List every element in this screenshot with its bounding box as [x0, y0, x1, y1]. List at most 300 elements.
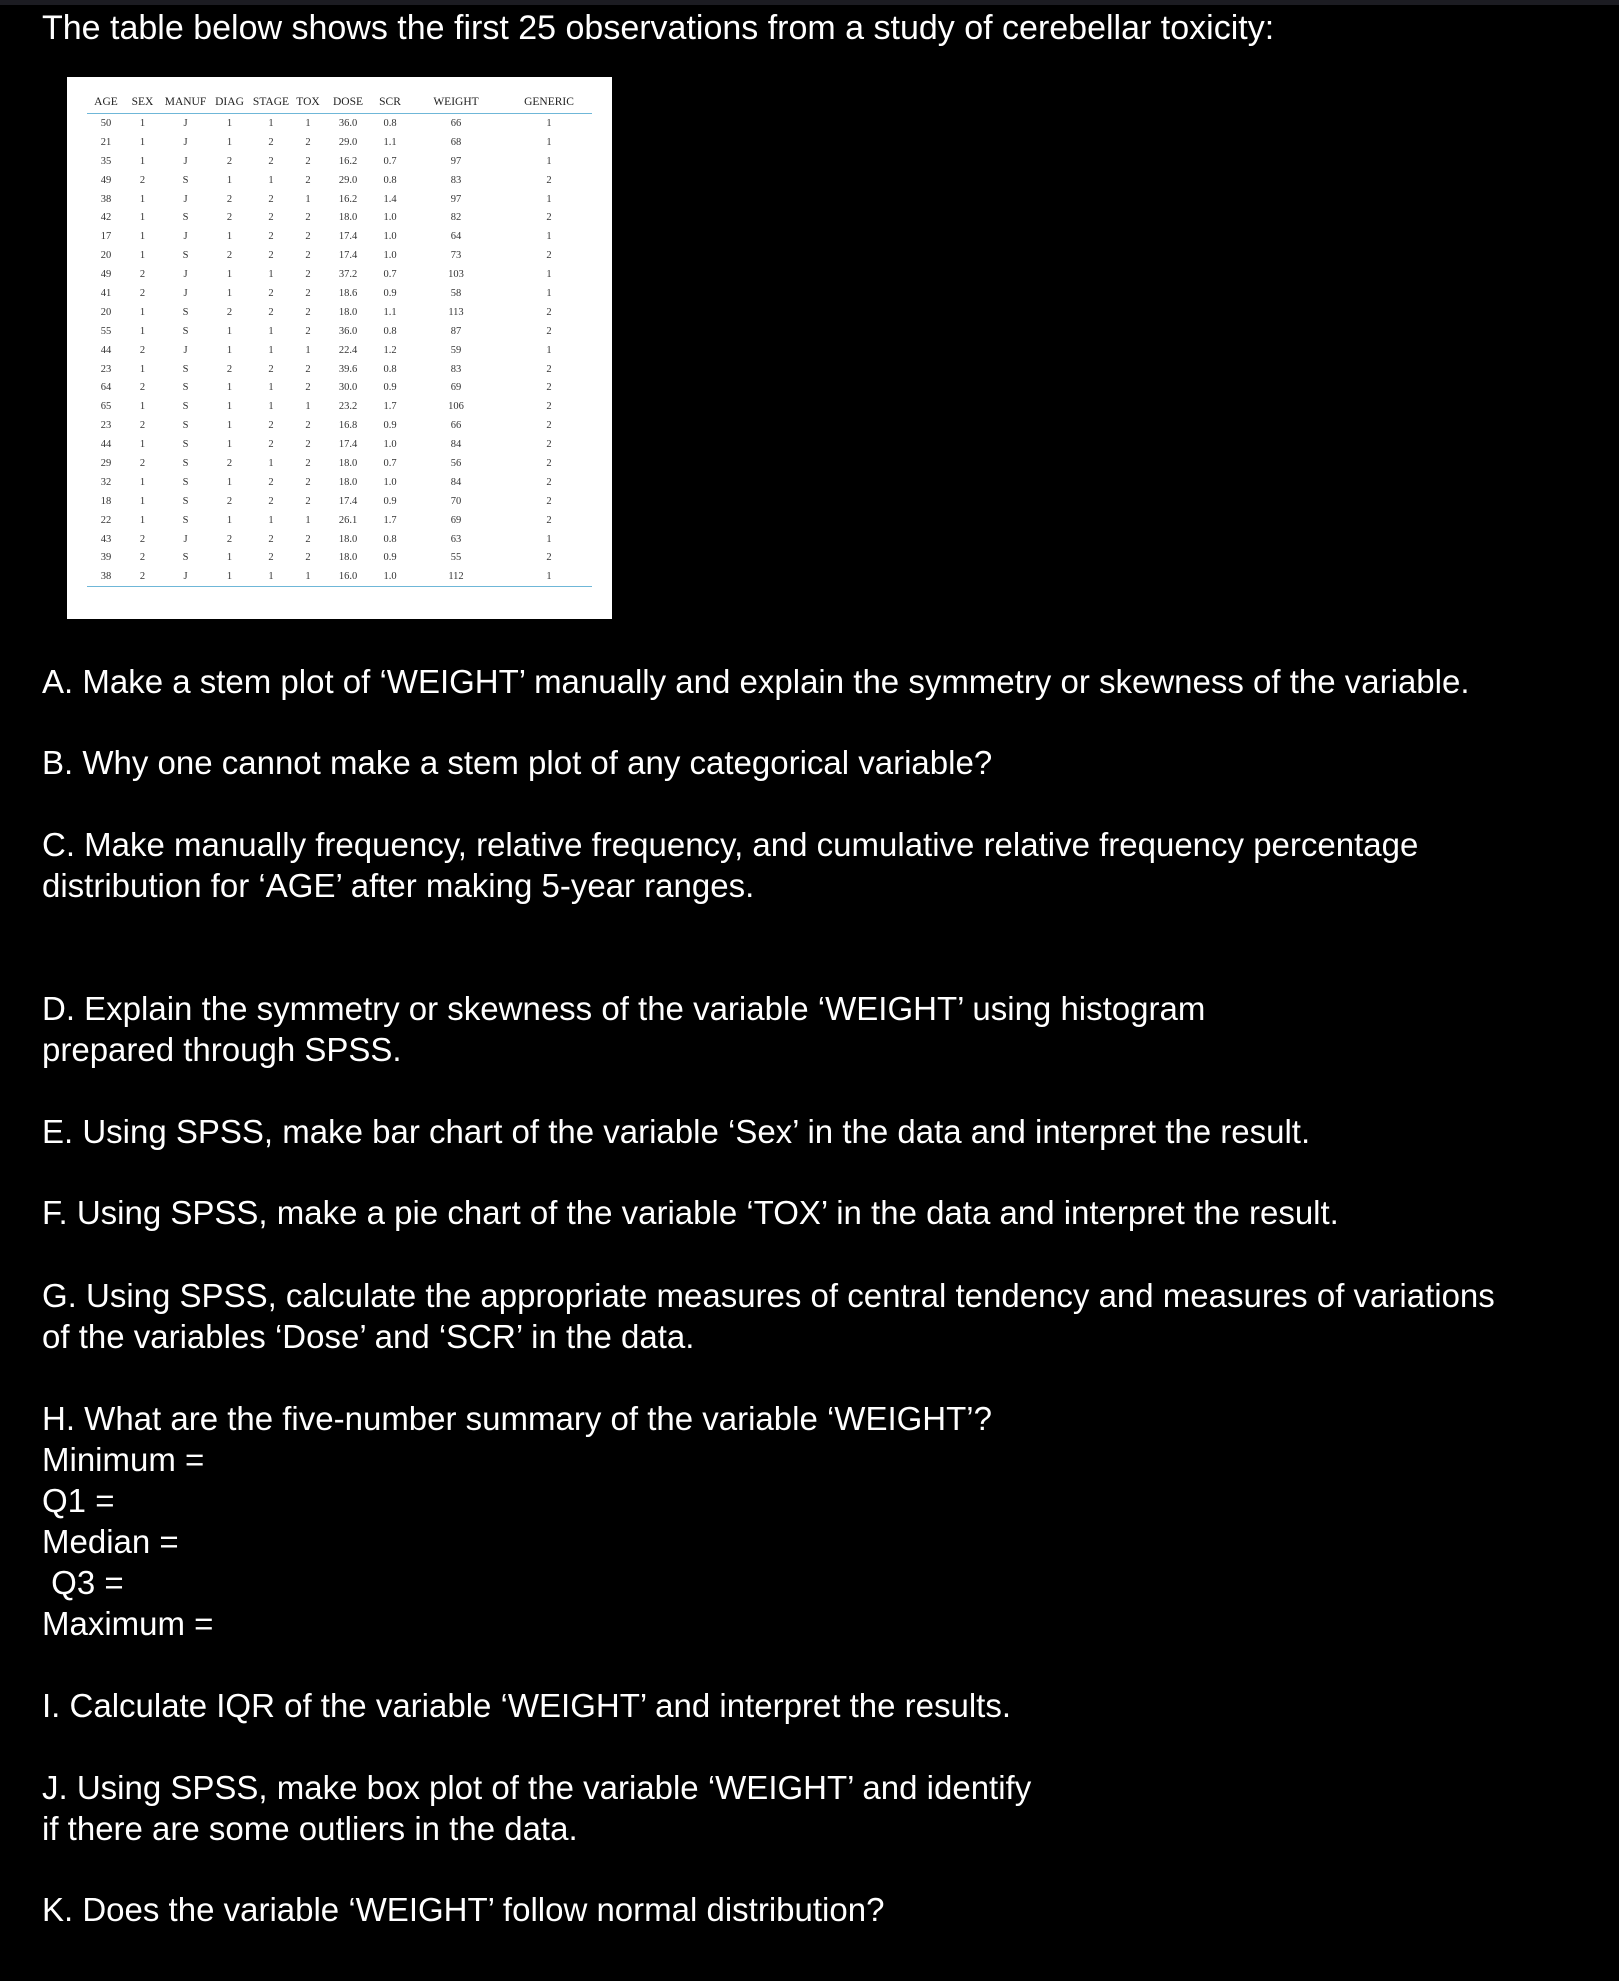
table-row [87, 152, 592, 171]
table-cell-tox: 2 [305, 533, 311, 545]
table-cell-tox: 2 [305, 231, 311, 243]
table-cell-sex: 2 [139, 420, 146, 432]
table-cell-scr: 1.0 [383, 476, 397, 488]
table-cell-weight: 87 [450, 325, 462, 337]
table-cell-manuf: S [182, 306, 189, 318]
table-cell-stage: 2 [268, 231, 274, 243]
table-cell-sex: 2 [139, 174, 146, 186]
table-cell-scr: 0.9 [383, 287, 397, 299]
table-cell-sex: 1 [139, 514, 146, 526]
table-cell-weight: 103 [448, 269, 464, 281]
table-cell-scr: 1.2 [383, 344, 397, 356]
table-cell-diag: 1 [226, 552, 233, 564]
table-cell-diag: 2 [226, 533, 233, 545]
table-row [87, 133, 592, 152]
table-cell-weight: 73 [450, 250, 462, 262]
table-cell-generic: 1 [546, 136, 552, 148]
table-cell-dose: 17.4 [338, 250, 358, 262]
table-cell-diag: 1 [226, 174, 233, 186]
table-cell-dose: 36.0 [338, 117, 358, 129]
table-cell-sex: 2 [139, 552, 146, 564]
question-e-text: E. Using SPSS, make bar chart of the variable ‘Sex’ in the data and interpret the result. [42, 1113, 1311, 1150]
table-cell-sex: 1 [139, 250, 146, 262]
table-cell-diag: 1 [226, 420, 233, 432]
table-cell-manuf: S [182, 174, 189, 186]
table-cell-scr: 1.0 [383, 212, 397, 224]
table-cell-generic: 2 [546, 382, 552, 394]
table-cell-stage: 2 [268, 552, 274, 564]
question-a-text: A. Make a stem plot of ‘WEIGHT’ manually and explain the symmetry or skewness of the variable. [42, 663, 1470, 700]
table-cell-tox: 1 [294, 567, 322, 586]
table-cell-sex: 1 [139, 325, 146, 337]
table-cell-scr: 1.1 [383, 136, 397, 148]
five-number-q3: Q3 = [42, 1564, 124, 1601]
table-cell-tox: 2 [305, 363, 311, 375]
table-cell-manuf: S [182, 552, 189, 564]
table-cell-dose: 18.0 [338, 533, 358, 545]
table-cell-generic: 1 [506, 567, 592, 586]
table-cell-age: 44 [100, 344, 112, 356]
table-cell-age: 20 [100, 250, 112, 262]
column-header-scr: SCR [374, 91, 406, 114]
table-row [87, 416, 592, 435]
table-cell-age: 42 [100, 212, 112, 224]
table-cell-dose: 18.0 [338, 306, 358, 318]
table-cell-weight: 63 [450, 533, 462, 545]
table-cell-stage: 1 [268, 117, 274, 129]
table-row [87, 397, 592, 416]
table-cell-generic: 2 [546, 495, 552, 507]
table-cell-scr: 0.7 [383, 269, 397, 281]
table-cell-manuf: S [182, 212, 189, 224]
table-cell-weight: 106 [448, 401, 464, 413]
table-header-row [87, 91, 592, 114]
column-header-tox: TOX [294, 91, 322, 114]
table-row [87, 360, 592, 379]
table-cell-dose: 17.4 [338, 495, 358, 507]
table-cell-diag: 1 [226, 439, 233, 451]
table-cell-diag: 2 [226, 155, 233, 167]
question-c [42, 824, 1418, 906]
table-cell-stage: 2 [268, 476, 274, 488]
table-cell-scr: 0.8 [383, 174, 397, 186]
table-cell-scr: 1.0 [383, 439, 397, 451]
table-cell-age: 49 [100, 174, 112, 186]
table-cell-tox: 2 [305, 325, 311, 337]
table-cell-manuf: S [182, 476, 189, 488]
table-cell-scr: 1.0 [383, 250, 397, 262]
table-cell-sex: 1 [139, 212, 146, 224]
table-cell-manuf: S [182, 514, 189, 526]
table-cell-stage: 1 [268, 269, 274, 281]
table-row [87, 567, 592, 586]
table-cell-sex: 2 [139, 287, 146, 299]
table-cell-stage: 2 [268, 363, 274, 375]
table-row [87, 378, 592, 397]
table-cell-stage: 2 [268, 420, 274, 432]
column-header-sex: SEX [125, 91, 160, 114]
table-cell-sex: 1 [139, 439, 146, 451]
table-cell-tox: 2 [305, 420, 311, 432]
table-cell-tox: 2 [305, 382, 311, 394]
table-row [87, 341, 592, 360]
top-strip [0, 0, 1619, 5]
column-header-age: AGE [87, 91, 125, 114]
table-cell-scr: 0.9 [383, 420, 397, 432]
table-cell-age: 20 [100, 306, 112, 318]
table-cell-stage: 1 [268, 382, 274, 394]
column-header-weight: WEIGHT [406, 91, 506, 114]
table-cell-generic: 1 [546, 344, 552, 356]
table-cell-weight: 84 [450, 439, 462, 451]
table-cell-manuf: S [182, 495, 189, 507]
table-row [87, 435, 592, 454]
table-cell-stage: 1 [248, 567, 294, 586]
question-g-line-2: of the variables ‘Dose’ and ‘SCR’ in the data. [42, 1318, 695, 1355]
table-cell-age: 44 [100, 439, 112, 451]
table-cell-generic: 2 [546, 439, 552, 451]
question-h-text: H. What are the five-number summary of the variable ‘WEIGHT’? [42, 1400, 992, 1437]
table-cell-sex: 2 [139, 269, 146, 281]
table-cell-scr: 1.0 [383, 231, 397, 243]
table-cell-manuf: J [183, 344, 188, 356]
table-cell-sex: 1 [139, 476, 146, 488]
table-cell-tox: 2 [305, 155, 311, 167]
table-cell-manuf: S [182, 250, 189, 262]
table-cell-stage: 2 [268, 439, 274, 451]
table-cell-sex: 2 [139, 533, 146, 545]
table-cell-diag: 1 [226, 401, 233, 413]
table-cell-diag: 1 [226, 514, 233, 526]
table-cell-manuf: J [183, 136, 188, 148]
table-row [87, 171, 592, 190]
table-cell-tox: 2 [305, 212, 311, 224]
table-cell-dose: 39.6 [338, 363, 358, 375]
table-cell-dose: 29.0 [338, 136, 358, 148]
table-cell-weight: 58 [450, 287, 462, 299]
five-number-median: Median = [42, 1523, 179, 1560]
table-cell-weight: 69 [450, 514, 462, 526]
table-cell-manuf: J [183, 155, 188, 167]
table-cell-tox: 1 [305, 514, 311, 526]
table-cell-diag: 2 [226, 363, 233, 375]
table-cell-weight: 55 [450, 552, 462, 564]
table-cell-sex: 2 [139, 382, 146, 394]
question-j [42, 1767, 1031, 1849]
table-cell-scr: 0.9 [383, 552, 397, 564]
table-cell-stage: 1 [268, 457, 274, 469]
table-cell-generic: 1 [546, 287, 552, 299]
table-row [87, 190, 592, 209]
table-cell-tox: 2 [305, 457, 311, 469]
table-cell-stage: 2 [268, 136, 274, 148]
table-cell-age: 64 [100, 382, 112, 394]
table-row [87, 227, 592, 246]
question-j-line-2: if there are some outliers in the data. [42, 1810, 578, 1847]
table-cell-diag: 1 [226, 344, 233, 356]
table-cell-weight: 97 [450, 155, 462, 167]
table-cell-diag: 2 [226, 306, 233, 318]
table-cell-diag: 1 [226, 287, 233, 299]
table-cell-stage: 1 [268, 401, 274, 413]
table-cell-age: 49 [100, 269, 112, 281]
table-cell-age: 41 [100, 287, 112, 299]
table-cell-scr: 1.4 [383, 193, 397, 205]
table-cell-manuf: S [182, 363, 189, 375]
table-cell-diag: 1 [226, 476, 233, 488]
intro-text: The table below shows the first 25 observations from a study of cerebellar toxicity: [42, 9, 1275, 47]
table-cell-manuf: J [183, 269, 188, 281]
table-row [87, 265, 592, 284]
table-cell-dose: 29.0 [338, 174, 358, 186]
table-cell-weight: 112 [406, 567, 506, 586]
table-cell-manuf: J [183, 287, 188, 299]
question-g-line-1: G. Using SPSS, calculate the appropriate measures of central tendency and measures of variations [42, 1277, 1495, 1314]
table-cell-weight: 66 [450, 420, 462, 432]
table-cell-tox: 2 [305, 136, 311, 148]
table-cell-weight: 70 [450, 495, 462, 507]
table-cell-dose: 16.8 [338, 420, 358, 432]
table-cell-weight: 66 [450, 117, 462, 129]
table-cell-diag: 1 [226, 269, 233, 281]
table-cell-weight: 69 [450, 382, 462, 394]
table-cell-dose: 23.2 [338, 401, 358, 413]
table-cell-manuf: S [182, 420, 189, 432]
table-cell-manuf: J [183, 193, 188, 205]
question-i [42, 1685, 1011, 1726]
table-cell-weight: 56 [450, 457, 462, 469]
table-cell-tox: 2 [305, 174, 311, 186]
table-cell-sex: 1 [139, 155, 146, 167]
table-cell-dose: 37.2 [338, 269, 358, 281]
column-header-dose: DOSE [322, 91, 374, 114]
table-cell-sex: 1 [139, 306, 146, 318]
table-cell-manuf: S [182, 382, 189, 394]
table-cell-tox: 2 [305, 306, 311, 318]
table-cell-stage: 2 [268, 306, 274, 318]
question-h [42, 1398, 992, 1644]
table-cell-stage: 2 [268, 212, 274, 224]
table-cell-generic: 1 [546, 231, 552, 243]
question-e [42, 1111, 1310, 1152]
question-b [42, 742, 992, 783]
table-cell-generic: 2 [546, 476, 552, 488]
table-cell-tox: 2 [305, 552, 311, 564]
question-i-text: I. Calculate IQR of the variable ‘WEIGHT’ and interpret the results. [42, 1687, 1012, 1724]
table-cell-weight: 97 [450, 193, 462, 205]
table-cell-dose: 18.0 [338, 476, 358, 488]
column-header-stage: STAGE [248, 91, 294, 114]
question-f-text: F. Using SPSS, make a pie chart of the variable ‘TOX’ in the data and interpret the result. [42, 1194, 1339, 1231]
table-cell-dose: 18.0 [338, 212, 358, 224]
table-cell-weight: 68 [450, 136, 462, 148]
table-cell-stage: 1 [268, 344, 274, 356]
table-cell-scr: 0.8 [383, 325, 397, 337]
five-number-q1: Q1 = [42, 1482, 115, 1519]
column-header-manuf: MANUF [160, 91, 211, 114]
column-header-generic: GENERIC [506, 91, 592, 114]
table-cell-dose: 26.1 [338, 514, 358, 526]
table-cell-dose: 22.4 [338, 344, 358, 356]
table-cell-scr: 0.7 [383, 155, 397, 167]
table-row [87, 548, 592, 567]
table-cell-scr: 0.8 [383, 363, 397, 375]
table-cell-stage: 1 [268, 325, 274, 337]
question-j-line-1: J. Using SPSS, make box plot of the variable ‘WEIGHT’ and identify [42, 1769, 1032, 1806]
table-row [87, 530, 592, 549]
table-cell-manuf: J [183, 533, 188, 545]
table-cell-stage: 2 [268, 533, 274, 545]
table-cell-diag: 2 [226, 193, 233, 205]
table-row [87, 473, 592, 492]
table-cell-age: 32 [100, 476, 112, 488]
observations-table-image [67, 77, 612, 619]
table-row [87, 246, 592, 265]
table-cell-sex: 1 [139, 363, 146, 375]
table-cell-scr: 0.8 [383, 117, 397, 129]
table-cell-age: 38 [100, 193, 112, 205]
table-cell-age: 65 [100, 401, 112, 413]
question-d [42, 988, 1205, 1070]
question-c-line-1: C. Make manually frequency, relative frequency, and cumulative relative frequency percentage [42, 826, 1419, 863]
table-cell-generic: 1 [546, 117, 552, 129]
table-cell-diag: 1 [226, 231, 233, 243]
table-cell-weight: 83 [450, 174, 462, 186]
table-cell-tox: 1 [305, 401, 311, 413]
question-f [42, 1192, 1339, 1233]
table-cell-manuf: S [182, 325, 189, 337]
table-cell-diag: 2 [226, 250, 233, 262]
table-cell-stage: 1 [268, 514, 274, 526]
table-cell-sex: 2 [125, 567, 160, 586]
table-cell-dose: 16.2 [338, 155, 358, 167]
table-cell-generic: 1 [546, 155, 552, 167]
table-cell-generic: 2 [546, 457, 552, 469]
table-cell-dose: 30.0 [338, 382, 358, 394]
table-cell-scr: 0.7 [383, 457, 397, 469]
table-cell-diag: 2 [226, 457, 233, 469]
table-cell-weight: 84 [450, 476, 462, 488]
table-cell-age: 50 [100, 117, 112, 129]
table-cell-age: 18 [100, 495, 112, 507]
table-cell-manuf: S [182, 457, 189, 469]
table-cell-generic: 1 [546, 533, 552, 545]
table-cell-generic: 2 [546, 401, 552, 413]
table-cell-age: 23 [100, 363, 112, 375]
table-cell-diag: 1 [226, 117, 233, 129]
table-cell-sex: 2 [139, 344, 146, 356]
question-k-text: K. Does the variable ‘WEIGHT’ follow normal distribution? [42, 1891, 885, 1928]
table-cell-stage: 2 [268, 495, 274, 507]
table-cell-tox: 2 [305, 495, 311, 507]
table-cell-scr: 1.0 [374, 567, 406, 586]
table-cell-age: 38 [87, 567, 125, 586]
table-cell-scr: 1.7 [383, 401, 397, 413]
table-cell-stage: 2 [268, 250, 274, 262]
question-d-line-1: D. Explain the symmetry or skewness of the variable ‘WEIGHT’ using histogram [42, 990, 1206, 1027]
table-cell-diag: 1 [226, 382, 233, 394]
table-cell-weight: 64 [450, 231, 462, 243]
table-cell-scr: 1.1 [383, 306, 397, 318]
table-cell-manuf: J [183, 117, 188, 129]
table-cell-weight: 59 [450, 344, 462, 356]
question-d-line-2: prepared through SPSS. [42, 1031, 402, 1068]
table-row [87, 492, 592, 511]
table-cell-generic: 1 [546, 193, 552, 205]
table-cell-dose: 16.0 [322, 567, 374, 586]
table-cell-age: 55 [100, 325, 112, 337]
table-cell-tox: 2 [305, 287, 311, 299]
question-k [42, 1889, 884, 1930]
table-row [87, 303, 592, 322]
table-cell-age: 23 [100, 420, 112, 432]
table-cell-scr: 0.8 [383, 533, 397, 545]
table-cell-weight: 82 [450, 212, 462, 224]
table-cell-stage: 2 [268, 287, 274, 299]
table-cell-scr: 0.9 [383, 382, 397, 394]
five-number-minimum: Minimum = [42, 1441, 205, 1478]
table-cell-generic: 2 [546, 552, 552, 564]
table-row [87, 322, 592, 341]
table-cell-manuf: J [160, 567, 211, 586]
table-cell-scr: 1.7 [383, 514, 397, 526]
table-cell-sex: 1 [139, 401, 146, 413]
table-row [87, 511, 592, 530]
table-row [87, 284, 592, 303]
table-cell-tox: 1 [305, 193, 311, 205]
table-cell-diag: 2 [226, 495, 233, 507]
table-cell-age: 21 [100, 136, 112, 148]
table-cell-dose: 18.6 [338, 287, 358, 299]
table-cell-dose: 36.0 [338, 325, 358, 337]
table-cell-tox: 2 [305, 269, 311, 281]
table-row [87, 208, 592, 227]
table-cell-tox: 1 [305, 344, 311, 356]
table-body [87, 114, 592, 587]
table-cell-generic: 2 [546, 306, 552, 318]
observations-table [87, 91, 592, 587]
table-row [87, 454, 592, 473]
table-cell-manuf: J [183, 231, 188, 243]
table-cell-scr: 0.9 [383, 495, 397, 507]
table-cell-diag: 1 [211, 567, 248, 586]
table-cell-dose: 16.2 [338, 193, 358, 205]
table-cell-dose: 18.0 [338, 457, 358, 469]
question-b-text: B. Why one cannot make a stem plot of any categorical variable? [42, 744, 993, 781]
table-cell-age: 17 [100, 231, 112, 243]
table-cell-tox: 2 [305, 439, 311, 451]
table-cell-sex: 1 [139, 193, 146, 205]
question-c-line-2: distribution for ‘AGE’ after making 5-year ranges. [42, 867, 755, 904]
table-cell-dose: 17.4 [338, 439, 358, 451]
table-cell-dose: 18.0 [338, 552, 358, 564]
table-cell-tox: 2 [305, 476, 311, 488]
table-cell-age: 43 [100, 533, 112, 545]
table-cell-generic: 2 [546, 325, 552, 337]
table-cell-generic: 2 [546, 250, 552, 262]
table-cell-age: 39 [100, 552, 112, 564]
table-cell-generic: 2 [546, 420, 552, 432]
table-cell-sex: 1 [139, 231, 146, 243]
table-cell-stage: 1 [268, 174, 274, 186]
table-cell-stage: 2 [268, 193, 274, 205]
table-cell-sex: 1 [139, 117, 146, 129]
table-cell-weight: 83 [450, 363, 462, 375]
table-cell-generic: 2 [546, 212, 552, 224]
table-cell-manuf: S [182, 439, 189, 451]
question-a [42, 661, 1470, 702]
table-cell-dose: 17.4 [338, 231, 358, 243]
